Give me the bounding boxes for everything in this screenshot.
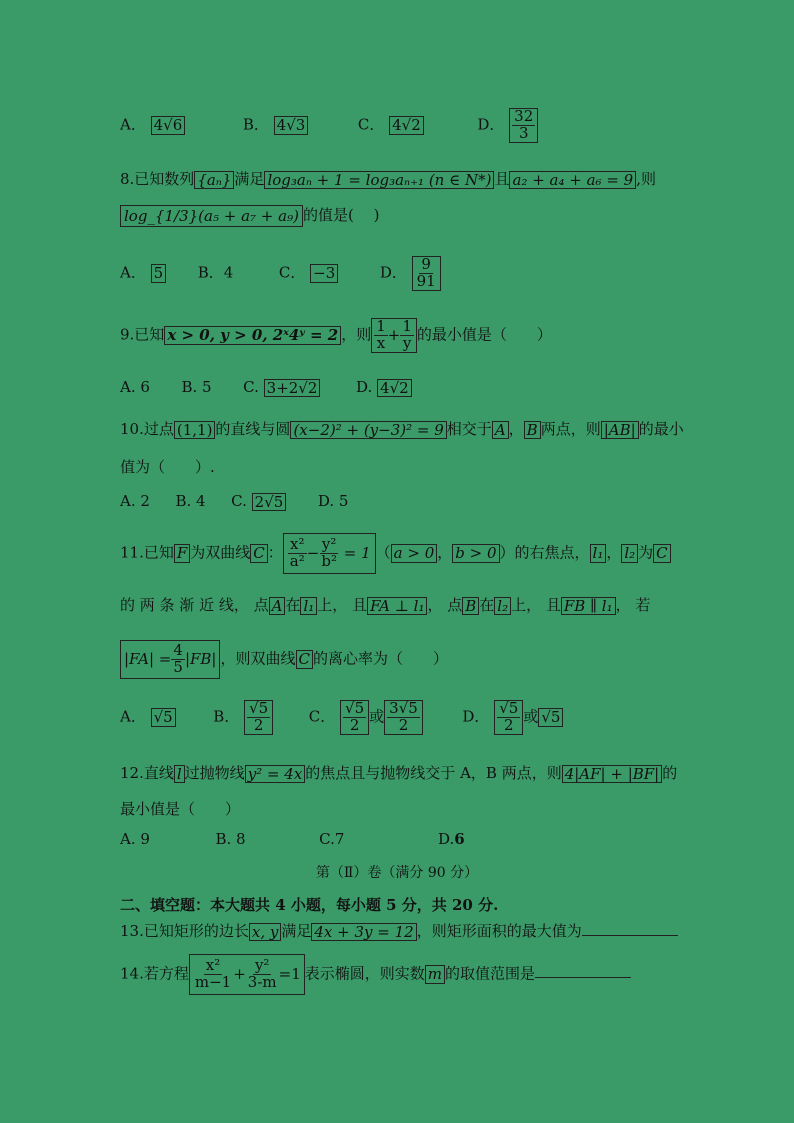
q11-option-c-num2: 3√5 — [389, 699, 418, 717]
q11-option-c-num1: √5 — [345, 699, 365, 717]
q8-line2 — [120, 204, 379, 227]
q11-option-c-label: C． — [308, 707, 336, 726]
q7-option-d-den: 3 — [518, 123, 529, 142]
q11-line2-c: 上， 且 — [317, 596, 368, 614]
q14-t1-num: x² — [205, 956, 221, 974]
q11-rel-left: |FA| = — [124, 650, 172, 668]
q10-mid4: 两点，则 — [540, 420, 601, 438]
q11-option-d-label: D． — [462, 707, 490, 726]
q12-option-d-label: D. — [437, 830, 455, 848]
q7-option-d-fraction — [509, 108, 538, 143]
q11-line2-a: 的 两 条 渐 近 线， 点 — [120, 596, 269, 614]
q11-c3: C — [296, 650, 313, 669]
q14-line — [120, 954, 631, 995]
q14-mid: 表示椭圆，则实数 — [304, 964, 425, 983]
q10-option-a: A. 2 — [120, 492, 150, 510]
q10-point: (1,1) — [174, 421, 216, 440]
q12-mid1: 过抛物线 — [184, 764, 245, 782]
q8-options — [120, 256, 441, 291]
q11-option-b-fraction — [244, 700, 273, 735]
q7-options — [120, 108, 538, 143]
q14-plus: + — [233, 965, 246, 983]
q8-option-a-label: A． — [120, 263, 146, 282]
q7-option-b-value: 4√3 — [274, 116, 309, 135]
q14-answer-blank[interactable] — [535, 977, 631, 978]
q9-option-c-value: 3+2√2 — [264, 379, 321, 398]
q7-option-c-value: 4√2 — [389, 116, 424, 135]
q11-f: F — [174, 544, 190, 563]
q11-l2-ref: l₂ — [494, 597, 511, 616]
q12-expr: 4|AF| + |BF| — [562, 765, 663, 784]
q11-option-b-label: B． — [213, 707, 240, 726]
q11-l1: l₁ — [590, 544, 607, 563]
q8-option-d-den: 91 — [416, 271, 436, 290]
q14-t2-den: 3-m — [247, 972, 277, 991]
q11-line3-a: ，则双曲线 — [220, 649, 296, 668]
q9-expr: $\frac{1}{x}$ + $\frac{1}{y}$ — [371, 318, 417, 353]
q11-line2 — [120, 594, 650, 615]
q9-option-b: B. 5 — [181, 378, 212, 396]
q11-line2-b: 在 — [285, 596, 301, 614]
q12-suffix: 的 — [662, 764, 678, 782]
q14-eq: =1 — [278, 965, 301, 983]
q10-point-b: B — [524, 421, 541, 440]
q10-mid1: 的直线与圆 — [215, 420, 291, 438]
q11-line2-e: 在 — [479, 596, 495, 614]
q7-option-b-label: B． — [242, 115, 269, 134]
q11-option-d-fraction — [494, 700, 523, 735]
q11-b-cond: b > 0 — [452, 544, 499, 563]
q11-line2-f: 上， 且 — [511, 596, 561, 614]
q11-options — [120, 700, 563, 735]
q14-m: m — [425, 965, 445, 984]
q10-option-c-label: C. — [231, 492, 247, 510]
q9-option-d-label: D. — [355, 378, 373, 396]
q13-prefix: 13.已知矩形的边长 — [120, 922, 249, 940]
q7-option-c-label: C． — [357, 115, 385, 134]
q11-point-b: B — [462, 597, 479, 616]
q11-option-b-den: 2 — [253, 715, 264, 734]
q8-option-b: B．4 — [197, 263, 234, 282]
part2-heading: 二、填空题：本大题共 4 小题，每小题 5 分，共 20 分. — [120, 896, 499, 914]
q9-option-a: A. 6 — [120, 378, 150, 396]
q11-fa-perp: FA ⊥ l₁ — [367, 597, 427, 616]
q7-option-d-label: D． — [477, 115, 505, 134]
q11-option-a-label: A． — [120, 707, 146, 726]
q11-line2-g: ， 若 — [615, 596, 651, 614]
q11-relation — [120, 640, 220, 679]
q11-option-a-value: √5 — [151, 708, 176, 727]
q11-c2: C — [653, 544, 670, 563]
q11-rel-num: 4 — [173, 641, 183, 659]
q12-option-b: B. 8 — [215, 830, 246, 848]
q13-answer-blank[interactable] — [582, 935, 678, 936]
q10-option-d: D. 5 — [317, 492, 349, 510]
q11-colon: ： — [267, 543, 283, 562]
q13-mid: 满足 — [281, 922, 312, 940]
q11-option-c-or: 或 — [369, 707, 385, 726]
q10-line2-text: 值为（ ）. — [120, 458, 215, 476]
q8-suffix: 的值是( ) — [302, 206, 380, 224]
q11-rel-right: |FB| — [184, 650, 217, 668]
q11-l1-ref: l₁ — [300, 597, 317, 616]
q9-suffix: 的最小值是（ ） — [416, 325, 552, 344]
q11-point-a: A — [269, 597, 286, 616]
q11-rel-den: 5 — [173, 657, 183, 676]
q12-option-c: C.7 — [319, 830, 345, 848]
q9-prefix: 9.已知 — [120, 325, 165, 344]
q12-parabola: y² = 4x — [245, 765, 306, 784]
q12-line1 — [120, 762, 677, 783]
q13-suffix: ，则矩形面积的最大值为 — [416, 922, 582, 940]
q12-mid2: 的焦点且与抛物线交于 A，B 两点，则 — [305, 764, 562, 782]
q14-prefix: 14.若方程 — [120, 964, 189, 983]
q13-cond: 4x + 3y = 12 — [311, 923, 416, 942]
q8-cond: log₃aₙ + 1 = log₃aₙ₊₁ (n ∈ N*) — [264, 171, 494, 190]
q8-seq: {aₙ} — [194, 171, 234, 190]
q10-line1 — [120, 418, 684, 439]
q11-option-c-fraction2 — [384, 700, 423, 735]
q8-option-d-num: 9 — [421, 255, 431, 273]
q11-comma: ， — [437, 543, 453, 562]
q11-mid1: 为双曲线 — [190, 543, 251, 562]
q11-option-d-value: √5 — [538, 708, 563, 727]
q10-options — [120, 492, 348, 511]
q8-expr: log_{1/3}(a₅ + a₇ + a₉) — [120, 205, 303, 228]
q11-prefix: 11.已知 — [120, 543, 174, 562]
q14-suffix: 的取值范围是 — [445, 964, 536, 983]
q8-prefix: 8.已知数列 — [120, 170, 195, 188]
q9-options — [120, 378, 412, 397]
q8-option-a-value: 5 — [151, 264, 167, 283]
q11-mid2: 为 — [638, 543, 654, 562]
q10-option-b: B. 4 — [175, 492, 206, 510]
q12-options — [120, 830, 465, 848]
q10-suffix: 的最小 — [638, 420, 684, 438]
q12-line2-text: 最小值是（ ） — [120, 800, 241, 818]
q11-suffix2: ）的右焦点， — [499, 543, 590, 562]
q8-mid2: 且 — [494, 170, 510, 188]
q7-option-d-num: 32 — [514, 107, 534, 125]
q11-option-c-den2: 2 — [398, 715, 409, 734]
q8-option-d-fraction — [412, 256, 441, 291]
q11-line3 — [120, 640, 448, 679]
q11-suffix1: （ — [375, 543, 391, 562]
q8-line1 — [120, 168, 656, 189]
q11-c: C — [250, 544, 267, 563]
q9-line1 — [120, 318, 552, 353]
q10-option-c-value: 2√5 — [252, 493, 287, 512]
q12-option-a: A. 9 — [120, 830, 150, 848]
q11-option-c-fraction1 — [340, 700, 369, 735]
q10-prefix: 10.过点 — [120, 420, 174, 438]
q11-hyperbola: $\frac{\text{x²}}{\text{a²}}$ − $\frac{\text{y²}}{\text{b²}}$ = 1 — [283, 533, 376, 574]
q11-fb-par: FB ∥ l₁ — [561, 597, 616, 616]
q8-mid1: 满足 — [234, 170, 265, 188]
q11-option-d-or: 或 — [523, 707, 539, 726]
q7-option-a-value: 4√6 — [151, 116, 186, 135]
q12-prefix: 12.直线 — [120, 764, 174, 782]
q14-t1-den: m−1 — [194, 972, 232, 991]
q11-line2-d: ， 点 — [427, 596, 463, 614]
q8-sum: a₂ + a₄ + a₆ = 9 — [509, 171, 636, 190]
q13-line — [120, 920, 678, 941]
q14-t2-num: y² — [254, 956, 270, 974]
q8-option-c-label: C． — [278, 263, 306, 282]
q11-a-cond: a > 0 — [391, 544, 438, 563]
q12-option-d-value: 6 — [454, 830, 465, 848]
q11-line1: 11.已知 F 为双曲线 C ： $\frac{\text{x²}}{\text{a²}}$ − $\frac{\text{y²}}{\text{b²}}$ = 1（ a > 0 ， b > 0 ）的右焦点， l₁ ， l₂ 为 C — [120, 533, 671, 574]
q11-l2: l₂ — [621, 544, 638, 563]
q10-circle: (x−2)² + (y−3)² = 9 — [290, 421, 446, 440]
q10-point-a: A — [492, 421, 509, 440]
q9-option-c-label: C. — [243, 378, 259, 396]
q10-mid3: ， — [508, 420, 524, 438]
q12-l: l — [174, 765, 185, 784]
section-title: 第（Ⅱ）卷（满分 90 分） — [315, 865, 479, 881]
q13-vars: x, y — [249, 923, 281, 942]
q10-mid2: 相交于 — [446, 420, 492, 438]
q10-line2 — [120, 456, 215, 477]
q11-option-d-den: 2 — [503, 715, 514, 734]
q8-mid3: ,则 — [636, 170, 656, 188]
q8-option-c-value: −3 — [310, 264, 338, 283]
q14-equation — [189, 954, 305, 995]
q11-option-c-den1: 2 — [349, 715, 360, 734]
q8-option-d-label: D． — [379, 263, 407, 282]
q9-cond: x > 0, y > 0, 2ˣ4ʸ = 2 — [164, 326, 341, 345]
q11-option-b-num: √5 — [249, 699, 269, 717]
q9-mid: ，则 — [341, 325, 372, 344]
q11-option-d-num: √5 — [499, 699, 519, 717]
q7-option-a-label: A． — [120, 115, 146, 134]
q10-ab: |AB| — [601, 421, 639, 440]
q11-line3-b: 的离心率为（ ） — [312, 649, 448, 668]
q12-line2 — [120, 798, 240, 819]
q9-option-d-value: 4√2 — [377, 379, 412, 398]
